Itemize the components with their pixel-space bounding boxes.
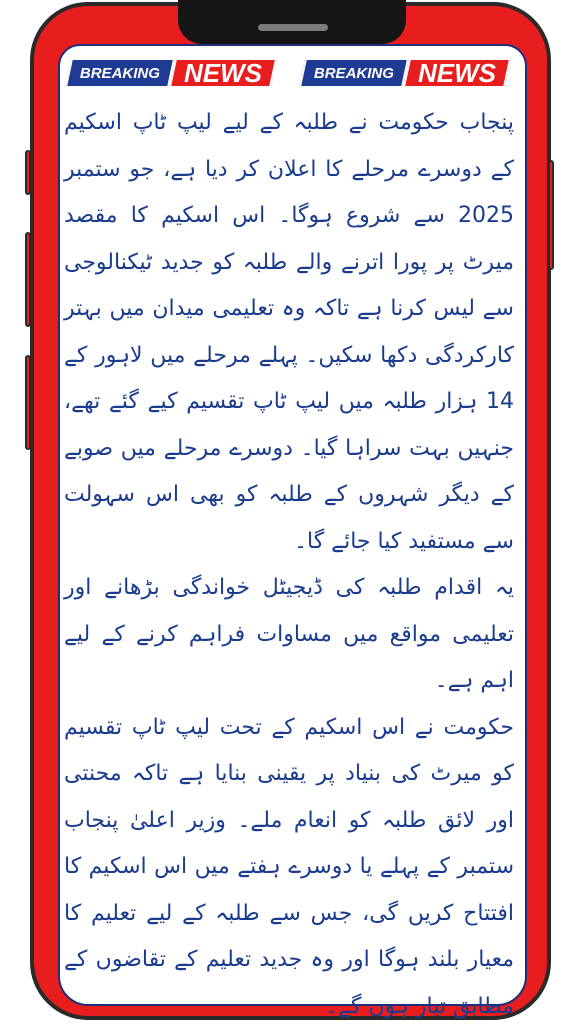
- breaking-label: BREAKING: [299, 58, 409, 88]
- phone-side-button-right: [548, 160, 554, 270]
- breaking-news-banner-right: [302, 58, 508, 88]
- phone-side-button-left-3: [25, 355, 31, 450]
- phone-speaker: [258, 24, 328, 31]
- article-paragraph: پنجاب حکومت نے طلبہ کے لیے لیپ ٹاپ اسکیم کے دوسرے مرحلے کا اعلان کر دیا ہے، جو ستمبر 2025 سے شروع ہوگا۔ اس اسکیم کا مقصد میرٹ پر پورا اترنے والے طلبہ کو جدید ٹیکنالوجی سے لیس کرنا ہے تاکہ وہ تعلیمی میدان میں بہتر کارکردگی دکھا سکیں۔ پہلے مرحلے میں لاہور کے 14 ہزار طلبہ میں لیپ ٹاپ تقسیم کیے گئے تھے، جنہیں بہت سراہا گیا۔ دوسرے مرحلے میں صوبے کے دیگر شہروں کے طلبہ کو بھی اس سہولت سے مستفید کیا جائے گا۔: [64, 100, 514, 565]
- news-label: NEWS: [403, 58, 511, 88]
- phone-side-button-left-2: [25, 232, 31, 327]
- article-body: [64, 100, 514, 1030]
- article-paragraph: یہ اقدام طلبہ کی ڈیجیٹل خواندگی بڑھانے اور تعلیمی مواقع میں مساوات فراہم کرنے کے لیے اہم ہے۔: [64, 565, 514, 705]
- news-label: NEWS: [169, 58, 277, 88]
- breaking-news-banner-left: [68, 58, 274, 88]
- breaking-label: BREAKING: [65, 58, 175, 88]
- phone-notch: [178, 0, 406, 44]
- phone-side-button-left-1: [25, 150, 31, 195]
- article-paragraph: حکومت نے اس اسکیم کے تحت لیپ ٹاپ تقسیم کو میرٹ کی بنیاد پر یقینی بنایا ہے تاکہ محنتی اور لائق طلبہ کو انعام ملے۔ وزیر اعلیٰ پنجاب ستمبر کے پہلے یا دوسرے ہفتے میں اس اسکیم کا افتتاح کریں گی، جس سے طلبہ کے لیے تعلیم کا معیار بلند ہوگا اور وہ جدید تعلیم کے تقاضوں کے مطابق تیار ہوں گے۔: [64, 705, 514, 1030]
